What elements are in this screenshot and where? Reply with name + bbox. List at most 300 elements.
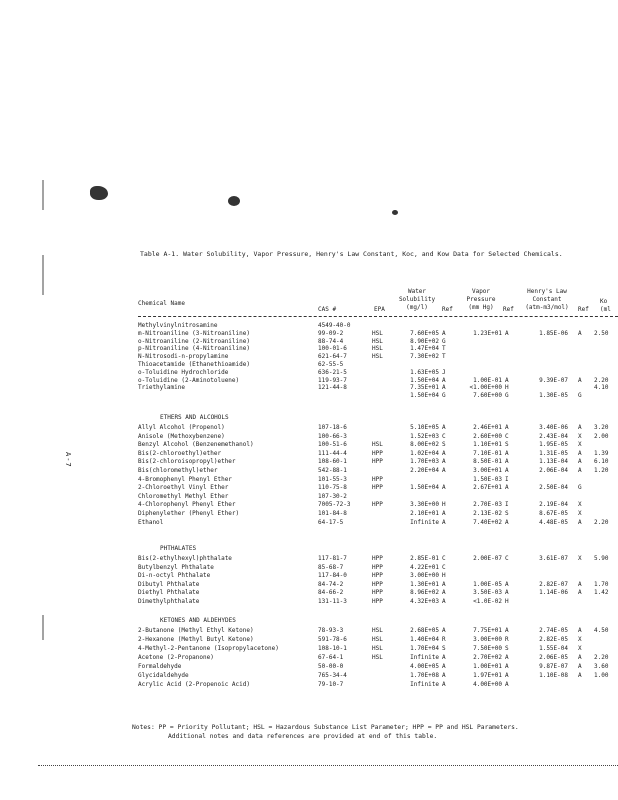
notes-line: Additional notes and data references are provided at end of this table. bbox=[168, 733, 438, 740]
cell-r2: A bbox=[505, 467, 509, 474]
cell-hl: 9.87E-07 bbox=[539, 663, 568, 670]
header-ref: Ref bbox=[442, 306, 453, 313]
cell-cas: 64-17-5 bbox=[318, 518, 344, 526]
cell-hl: 1.85E-06 bbox=[539, 329, 568, 337]
table-row bbox=[0, 338, 618, 345]
cell-r1: S bbox=[442, 645, 446, 652]
cell-sol: 1.50E+04 bbox=[410, 376, 439, 384]
cell-koc: 1.42 bbox=[594, 589, 609, 597]
cell-r1: T bbox=[442, 353, 446, 361]
cell-koc: 2.20 bbox=[594, 376, 609, 384]
cell-cas: 131-11-3 bbox=[318, 598, 347, 605]
cell-vp: 2.70E+02 bbox=[473, 654, 502, 661]
cell-vp: 2.67E+01 bbox=[473, 484, 502, 492]
cell-sol: Infinite bbox=[410, 681, 439, 688]
cell-r2: H bbox=[505, 384, 509, 392]
cell-hl: 8.67E-05 bbox=[539, 510, 568, 517]
cell-r2: C bbox=[505, 432, 509, 440]
cell-cas: 50-00-0 bbox=[318, 663, 344, 670]
cell-r2: R bbox=[505, 636, 509, 643]
cell-vp: 2.70E-03 bbox=[473, 501, 502, 509]
cell-name: Anisole (Methoxybenzene) bbox=[138, 432, 225, 440]
cell-name: Bis(2-chloroisopropyl)ether bbox=[138, 458, 236, 466]
table-row bbox=[0, 377, 618, 384]
cell-vp: 7.40E+02 bbox=[473, 518, 502, 526]
cell-r3: X bbox=[578, 636, 582, 643]
section-heading: ETHERS AND ALCOHOLS bbox=[160, 414, 229, 421]
cell-r2: I bbox=[505, 475, 509, 483]
cell-r3: X bbox=[578, 441, 582, 449]
cell-sol: 2.20E+04 bbox=[410, 467, 439, 474]
cell-cas: 636-21-5 bbox=[318, 368, 347, 376]
cell-hl: 9.39E-07 bbox=[539, 376, 568, 384]
cell-name: Dimethylphthalate bbox=[138, 598, 200, 605]
cell-sol: 1.02E+04 bbox=[410, 449, 439, 457]
cell-r1: A bbox=[442, 424, 446, 431]
cell-r1: A bbox=[442, 384, 446, 392]
cell-r1: H bbox=[442, 501, 446, 509]
table-row bbox=[0, 636, 618, 643]
cell-sol: 4.00E+05 bbox=[410, 663, 439, 670]
cell-cas: 84-74-2 bbox=[318, 580, 344, 588]
cell-r3: X bbox=[578, 432, 582, 440]
cell-r1: A bbox=[442, 484, 446, 492]
header-ref: Ref bbox=[578, 306, 589, 313]
cell-name: Benzyl Alcohol (Benzenemethanol) bbox=[138, 441, 254, 449]
cell-cas: 119-93-7 bbox=[318, 376, 347, 384]
section-heading: KETONES AND ALDEHYDES bbox=[160, 617, 236, 624]
cell-r3: A bbox=[578, 654, 582, 661]
cell-hl: 1.10E-08 bbox=[539, 672, 568, 679]
cell-r1: A bbox=[442, 654, 446, 661]
cell-name: 2-Chloroethyl Vinyl Ether bbox=[138, 484, 229, 492]
cell-vp: <1.00E+00 bbox=[469, 384, 502, 392]
cell-r3: A bbox=[578, 329, 582, 337]
table-row bbox=[0, 384, 618, 391]
cell-vp: 8.50E-01 bbox=[473, 458, 502, 466]
cell-sol: Infinite bbox=[410, 654, 439, 661]
cell-vp: 1.97E+01 bbox=[473, 672, 502, 679]
cell-epa: HPP bbox=[372, 589, 383, 597]
cell-r1: A bbox=[442, 580, 446, 588]
cell-vp: 1.10E+01 bbox=[473, 441, 502, 449]
cell-name: Di-n-octyl Phthalate bbox=[138, 572, 211, 580]
cell-sol: 1.70E+03 bbox=[410, 458, 439, 466]
table-row bbox=[0, 510, 618, 517]
cell-name: Bis(2-chloroethyl)ether bbox=[138, 449, 222, 457]
cell-sol: 1.40E+04 bbox=[410, 636, 439, 643]
table-row bbox=[0, 424, 618, 431]
table-row bbox=[0, 353, 618, 360]
cell-r2: A bbox=[505, 681, 509, 688]
cell-cas: 4549-40-0 bbox=[318, 322, 351, 329]
cell-r2: A bbox=[505, 424, 509, 431]
cell-vp: 1.00E+01 bbox=[473, 663, 502, 670]
cell-epa: HPP bbox=[372, 563, 383, 571]
table-row bbox=[0, 627, 618, 634]
cell-r2: H bbox=[505, 598, 509, 605]
cell-hl: 2.06E-05 bbox=[539, 654, 568, 661]
cell-cas: 117-81-7 bbox=[318, 555, 347, 562]
cell-sol: 3.30E+00 bbox=[410, 501, 439, 509]
header-koc: Ko (ml bbox=[600, 298, 611, 313]
cell-sol: 1.47E+04 bbox=[410, 345, 439, 353]
table-row bbox=[0, 361, 618, 368]
cell-r1: G bbox=[442, 337, 446, 345]
scan-bottom-edge bbox=[38, 765, 618, 766]
cell-sol: 7.35E+01 bbox=[410, 384, 439, 392]
cell-sol: 1.63E+05 bbox=[410, 368, 439, 376]
cell-r3: A bbox=[578, 449, 582, 457]
cell-koc: 1.70 bbox=[594, 580, 609, 588]
cell-hl: 1.14E-06 bbox=[539, 589, 568, 597]
cell-epa: HSL bbox=[372, 329, 383, 337]
cell-cas: 78-93-3 bbox=[318, 627, 344, 634]
cell-r3: G bbox=[578, 484, 582, 492]
cell-cas: 79-10-7 bbox=[318, 681, 344, 688]
cell-r2: A bbox=[505, 672, 509, 679]
cell-epa: HPP bbox=[372, 484, 383, 492]
table-row bbox=[0, 450, 618, 457]
cell-r1: A bbox=[442, 672, 446, 679]
table-row bbox=[0, 654, 618, 661]
cell-cas: 101-55-3 bbox=[318, 475, 347, 483]
table-row bbox=[0, 476, 618, 483]
cell-r1: A bbox=[442, 598, 446, 605]
cell-cas: 107-18-6 bbox=[318, 424, 347, 431]
cell-sol: 8.96E+02 bbox=[410, 589, 439, 597]
table-row bbox=[0, 441, 618, 448]
cell-sol: 4.22E+01 bbox=[410, 563, 439, 571]
cell-cas: 107-30-2 bbox=[318, 492, 347, 500]
cell-hl: 1.13E-04 bbox=[539, 458, 568, 466]
cell-epa: HPP bbox=[372, 580, 383, 588]
table-row bbox=[0, 645, 618, 652]
header-cas: CAS # bbox=[318, 306, 337, 313]
table-row bbox=[0, 672, 618, 679]
cell-name: 4-Bromophenyl Phenyl Ether bbox=[138, 475, 232, 483]
cell-r1: S bbox=[442, 441, 446, 449]
cell-r3: A bbox=[578, 580, 582, 588]
cell-cas: 111-44-4 bbox=[318, 449, 347, 457]
cell-name: o-Nitroaniline (2-Nitroaniline) bbox=[138, 337, 250, 345]
cell-r1: A bbox=[442, 458, 446, 466]
cell-sol: 5.10E+05 bbox=[410, 424, 439, 431]
cell-epa: HPP bbox=[372, 449, 383, 457]
cell-cas: 84-66-2 bbox=[318, 589, 344, 597]
header-ref: Ref bbox=[503, 306, 514, 313]
table-row bbox=[0, 681, 618, 688]
cell-koc: 2.20 bbox=[594, 654, 609, 661]
cell-name: Diethyl Phthalate bbox=[138, 589, 200, 597]
cell-vp: 3.00E+00 bbox=[473, 636, 502, 643]
table-row bbox=[0, 330, 618, 337]
table-row bbox=[0, 663, 618, 670]
cell-r3: G bbox=[578, 392, 582, 400]
cell-r1: C bbox=[442, 555, 446, 562]
cell-r3: X bbox=[578, 510, 582, 517]
table-row bbox=[0, 484, 618, 491]
cell-r1: T bbox=[442, 345, 446, 353]
cell-epa: HPP bbox=[372, 458, 383, 466]
cell-vp: 2.00E-07 bbox=[473, 555, 502, 562]
cell-name: Bis(2-ethylhexyl)phthalate bbox=[138, 555, 232, 562]
cell-name: Acetone (2-Propanone) bbox=[138, 654, 214, 661]
cell-r1: A bbox=[442, 510, 446, 517]
table-row bbox=[0, 581, 618, 588]
cell-sol: 1.50E+04 bbox=[410, 392, 439, 400]
cell-cas: 542-88-1 bbox=[318, 467, 347, 474]
cell-name: Acrylic Acid (2-Propenoic Acid) bbox=[138, 681, 250, 688]
cell-r2: G bbox=[505, 392, 509, 400]
cell-cas: 101-84-8 bbox=[318, 510, 347, 517]
cell-cas: 117-84-0 bbox=[318, 572, 347, 580]
cell-r1: G bbox=[442, 392, 446, 400]
cell-koc: 4.50 bbox=[594, 627, 609, 634]
cell-r3: X bbox=[578, 501, 582, 509]
cell-sol: 7.60E+05 bbox=[410, 329, 439, 337]
cell-r2: A bbox=[505, 589, 509, 597]
cell-r3: A bbox=[578, 458, 582, 466]
cell-hl: 1.30E-05 bbox=[539, 392, 568, 400]
cell-vp: 2.13E-02 bbox=[473, 510, 502, 517]
cell-name: Formaldehyde bbox=[138, 663, 182, 670]
notes-line: Notes: PP = Priority Pollutant; HSL = Hazardous Substance List Parameter; HPP = PP and HSL Parameters. bbox=[132, 724, 519, 731]
cell-vp: 7.50E+00 bbox=[473, 645, 502, 652]
cell-name: Methylvinylnitrosamine bbox=[138, 322, 218, 329]
scan-edge-mark bbox=[42, 255, 44, 295]
cell-vp: 7.10E-01 bbox=[473, 449, 502, 457]
cell-sol: 1.70E+08 bbox=[410, 672, 439, 679]
scan-blot bbox=[90, 186, 108, 200]
cell-r2: C bbox=[505, 555, 509, 562]
cell-hl: 2.82E-05 bbox=[539, 636, 568, 643]
cell-r1: R bbox=[442, 636, 446, 643]
table-row bbox=[0, 555, 618, 562]
cell-vp: 4.00E+00 bbox=[473, 681, 502, 688]
table-row bbox=[0, 392, 618, 399]
cell-cas: 591-78-6 bbox=[318, 636, 347, 643]
cell-hl: 3.61E-07 bbox=[539, 555, 568, 562]
scan-blot bbox=[228, 196, 240, 206]
cell-r2: A bbox=[505, 518, 509, 526]
table-row bbox=[0, 519, 618, 526]
cell-r2: I bbox=[505, 501, 509, 509]
cell-name: 2-Hexanone (Methyl Butyl Ketone) bbox=[138, 636, 254, 643]
cell-r1: A bbox=[442, 449, 446, 457]
cell-name: Bis(chloromethyl)ether bbox=[138, 467, 218, 474]
cell-cas: 621-64-7 bbox=[318, 353, 347, 361]
cell-name: N-Nitrosodi-n-propylamine bbox=[138, 353, 229, 361]
header-water-solubility: Water Solubility (mg/l) bbox=[398, 288, 436, 311]
cell-cas: 99-09-2 bbox=[318, 329, 344, 337]
table-row bbox=[0, 345, 618, 352]
cell-cas: 62-55-5 bbox=[318, 361, 344, 368]
cell-epa: HPP bbox=[372, 555, 383, 562]
cell-koc: 1.20 bbox=[594, 467, 609, 474]
cell-sol: 3.00E+00 bbox=[410, 572, 439, 580]
cell-name: 4-Chlorophenyl Phenyl Ether bbox=[138, 501, 236, 509]
cell-vp: 1.23E+01 bbox=[473, 329, 502, 337]
cell-r1: A bbox=[442, 467, 446, 474]
cell-sol: 2.10E+01 bbox=[410, 510, 439, 517]
cell-r1: A bbox=[442, 329, 446, 337]
page-number: A-7 bbox=[64, 452, 72, 468]
cell-name: m-Nitroaniline (3-Nitroaniline) bbox=[138, 329, 250, 337]
cell-r2: A bbox=[505, 663, 509, 670]
cell-sol: 7.30E+02 bbox=[410, 353, 439, 361]
cell-r2: S bbox=[505, 510, 509, 517]
cell-koc: 4.10 bbox=[594, 384, 609, 392]
cell-r3: A bbox=[578, 467, 582, 474]
cell-vp: 2.60E+00 bbox=[473, 432, 502, 440]
cell-r2: S bbox=[505, 645, 509, 652]
cell-hl: 2.19E-04 bbox=[539, 501, 568, 509]
cell-vp: 7.60E+00 bbox=[473, 392, 502, 400]
cell-name: o-Toluidine Hydrochloride bbox=[138, 368, 229, 376]
table-row bbox=[0, 572, 618, 579]
cell-r3: A bbox=[578, 589, 582, 597]
cell-r2: A bbox=[505, 329, 509, 337]
cell-r1: A bbox=[442, 681, 446, 688]
cell-r3: A bbox=[578, 518, 582, 526]
cell-epa: HPP bbox=[372, 572, 383, 580]
scan-edge-mark bbox=[42, 180, 44, 210]
cell-epa: HSL bbox=[372, 353, 383, 361]
cell-epa: HSL bbox=[372, 337, 383, 345]
section-heading: PHTHALATES bbox=[160, 545, 197, 552]
cell-hl: 2.50E-04 bbox=[539, 484, 568, 492]
cell-hl: 2.82E-07 bbox=[539, 580, 568, 588]
cell-vp: 1.50E-03 bbox=[473, 475, 502, 483]
cell-name: Ethanol bbox=[138, 518, 164, 526]
cell-vp: 2.46E+01 bbox=[473, 424, 502, 431]
cell-cas: 100-66-3 bbox=[318, 432, 347, 440]
table-title: Table A-1. Water Solubility, Vapor Pressure, Henry's Law Constant, Koc, and Kow Data for Selected Chemicals. bbox=[140, 250, 563, 258]
cell-vp: 1.00E-05 bbox=[473, 580, 502, 588]
table-row bbox=[0, 598, 618, 605]
cell-cas: 85-68-7 bbox=[318, 563, 344, 571]
cell-vp: 3.50E-03 bbox=[473, 589, 502, 597]
cell-vp: 1.00E-01 bbox=[473, 376, 502, 384]
cell-epa: HSL bbox=[372, 645, 383, 652]
table-row bbox=[0, 433, 618, 440]
cell-name: 2-Butanone (Methyl Ethyl Ketone) bbox=[138, 627, 254, 634]
cell-r2: S bbox=[505, 441, 509, 449]
header-henrys-law: Henry's Law Constant (atm-m3/mol) bbox=[525, 288, 569, 311]
cell-r1: A bbox=[442, 376, 446, 384]
cell-cas: 88-74-4 bbox=[318, 337, 344, 345]
cell-r2: A bbox=[505, 580, 509, 588]
table-row bbox=[0, 458, 618, 465]
cell-koc: 2.50 bbox=[594, 329, 609, 337]
cell-hl: 1.31E-05 bbox=[539, 449, 568, 457]
cell-r3: A bbox=[578, 627, 582, 634]
cell-name: Chloromethyl Methyl Ether bbox=[138, 492, 229, 500]
cell-cas: 110-75-8 bbox=[318, 484, 347, 492]
cell-koc: 6.10 bbox=[594, 458, 609, 466]
header-epa: EPA bbox=[374, 306, 385, 313]
cell-r2: A bbox=[505, 449, 509, 457]
table-row bbox=[0, 501, 618, 508]
cell-koc: 1.39 bbox=[594, 449, 609, 457]
cell-r2: A bbox=[505, 627, 509, 634]
cell-epa: HSL bbox=[372, 345, 383, 353]
cell-sol: 1.52E+03 bbox=[410, 432, 439, 440]
cell-r3: A bbox=[578, 663, 582, 670]
cell-epa: HSL bbox=[372, 654, 383, 661]
cell-vp: 3.00E+01 bbox=[473, 467, 502, 474]
cell-r1: A bbox=[442, 663, 446, 670]
header-chemical-name: Chemical Name bbox=[138, 300, 185, 307]
table-row bbox=[0, 467, 618, 474]
cell-koc: 3.60 bbox=[594, 663, 609, 670]
cell-r3: X bbox=[578, 645, 582, 652]
table-row bbox=[0, 493, 618, 500]
table-row bbox=[0, 564, 618, 571]
cell-vp: 7.75E+01 bbox=[473, 627, 502, 634]
cell-vp: <1.0E-02 bbox=[473, 598, 502, 605]
cell-r1: J bbox=[442, 368, 446, 376]
cell-r2: A bbox=[505, 458, 509, 466]
cell-name: Thioacetamide (Ethanethioamide) bbox=[138, 361, 250, 368]
cell-koc: 2.00 bbox=[594, 432, 609, 440]
cell-name: Triethylamine bbox=[138, 384, 185, 392]
cell-sol: 2.85E-01 bbox=[410, 555, 439, 562]
cell-sol: Infinite bbox=[410, 518, 439, 526]
cell-name: Dibutyl Phthalate bbox=[138, 580, 200, 588]
cell-name: o-Toluidine (2-Aminotoluene) bbox=[138, 376, 240, 384]
cell-hl: 4.48E-05 bbox=[539, 518, 568, 526]
cell-r3: X bbox=[578, 555, 582, 562]
cell-cas: 100-01-6 bbox=[318, 345, 347, 353]
cell-hl: 1.95E-05 bbox=[539, 441, 568, 449]
cell-sol: 1.50E+04 bbox=[410, 484, 439, 492]
cell-name: Butylbenzyl Phthalate bbox=[138, 563, 214, 571]
cell-cas: 108-60-1 bbox=[318, 458, 347, 466]
cell-koc: 1.00 bbox=[594, 672, 609, 679]
cell-epa: HPP bbox=[372, 475, 383, 483]
cell-r1: A bbox=[442, 627, 446, 634]
table-row bbox=[0, 369, 618, 376]
cell-r1: H bbox=[442, 572, 446, 580]
cell-koc: 3.20 bbox=[594, 424, 609, 431]
cell-sol: 1.30E+01 bbox=[410, 580, 439, 588]
cell-hl: 1.55E-04 bbox=[539, 645, 568, 652]
cell-epa: HSL bbox=[372, 627, 383, 634]
cell-cas: 121-44-8 bbox=[318, 384, 347, 392]
cell-epa: HPP bbox=[372, 598, 383, 605]
cell-r1: C bbox=[442, 563, 446, 571]
cell-r2: A bbox=[505, 376, 509, 384]
cell-epa: HSL bbox=[372, 636, 383, 643]
cell-name: p-Nitroaniline (4-Nitroaniline) bbox=[138, 345, 250, 353]
cell-r3: A bbox=[578, 424, 582, 431]
cell-name: Glycidaldehyde bbox=[138, 672, 189, 679]
cell-r3: A bbox=[578, 376, 582, 384]
cell-cas: 67-64-1 bbox=[318, 654, 344, 661]
table-row bbox=[0, 322, 618, 329]
cell-epa: HSL bbox=[372, 441, 383, 449]
scan-blot bbox=[392, 210, 398, 215]
cell-r1: A bbox=[442, 518, 446, 526]
cell-hl: 2.74E-05 bbox=[539, 627, 568, 634]
cell-hl: 2.43E-04 bbox=[539, 432, 568, 440]
cell-r2: A bbox=[505, 654, 509, 661]
cell-name: Diphenylether (Phenyl Ether) bbox=[138, 510, 240, 517]
cell-hl: 2.06E-04 bbox=[539, 467, 568, 474]
header-rule bbox=[138, 316, 618, 317]
